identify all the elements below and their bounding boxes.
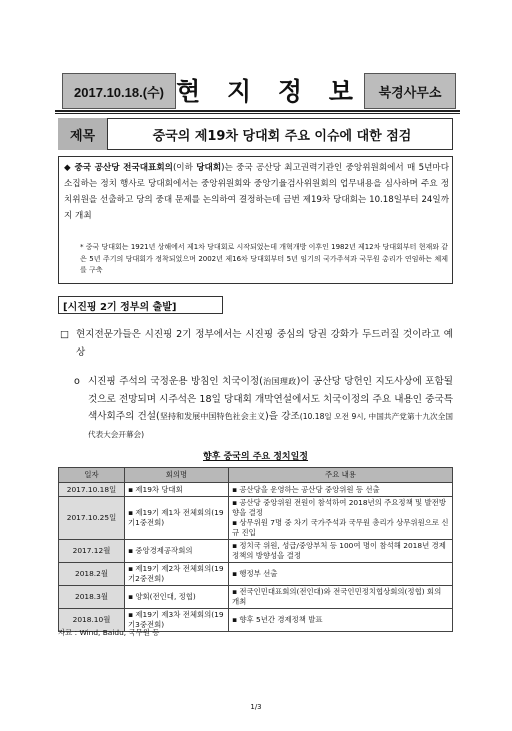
- subject-label: 제목: [58, 118, 108, 150]
- row-date: 2017.10.18일: [59, 483, 125, 497]
- row-content: ▪ 향후 5년간 경제정책 발표: [229, 609, 453, 632]
- header-rule: [55, 110, 460, 112]
- row-meeting: ▪ 양회(전인대, 정협): [125, 586, 229, 609]
- row-date: 2018.2월: [59, 563, 125, 586]
- section-heading: [시진핑 2기 정부의 출발]: [58, 296, 223, 314]
- intro-text-1: (이하: [172, 163, 197, 173]
- p2-citation: (10.18일 오전 9시, 中国共产党第十九次全国代表大会开幕会): [88, 412, 453, 439]
- report-date: 2017.10.18.(수): [62, 73, 176, 109]
- intro-text-2: )는 중국 공산당 최고권력기관인 중앙위원회에서 매 5년마다 소집하는 정치 행사로 당대회에서는 중앙위원회와 중앙기율검사위원회의 업무내용을 심사하며 주요 정치위원을 선출하고 당의 중대 문제를 논의하여 결정하는데 금번 제19차 당대회는 10.18일부터 24일까지 개최: [64, 163, 450, 221]
- intro-note: * 중국 당대회는 1921년 상해에서 제1차 당대회로 시작되었는데 개혁개방 이후인 1982년 제12차 당대회부터 현재와 같은 5년 주기의 당대회가 정착되었으며 2002년 제16차 당대회부터 5년 임기의 국가주석과 국무원 총리가 연임하는 체제를 구축: [80, 243, 448, 274]
- paragraph-2-text: [88, 373, 453, 443]
- header-rule-thin: [55, 113, 460, 114]
- row-content: ▪ 전국인민대표회의(전인대)와 전국인민정치협상회의(정협) 회의 개최: [229, 586, 453, 609]
- row-content: ▪ 공산당을 운영하는 공산당 중앙위원 등 선출: [229, 483, 453, 497]
- p2-part-e: )을 강조: [265, 411, 300, 422]
- row-meeting: ▪ 중앙경제공작회의: [125, 540, 229, 563]
- schedule-title: 향후 중국의 주요 정치일정: [202, 452, 309, 462]
- paragraph-2: [74, 373, 453, 443]
- row-content: ▪ 행정부 선출: [229, 563, 453, 586]
- schedule-table: [58, 467, 453, 632]
- row-content: ▪ 정치국 위원, 성급/중앙부처 등 100여 명이 참석해 2018년 경제정책의 방향성을 결정: [229, 540, 453, 563]
- row-date: 2017.12월: [59, 540, 125, 563]
- row-date: 2017.10.25일: [59, 497, 125, 540]
- diamond-bullet: ◆: [64, 163, 72, 173]
- row-meeting: ▪ 제19기 제2차 전체회의(19기2중전회): [125, 563, 229, 586]
- report-title: 현 지 정 보: [176, 77, 362, 106]
- table-row: [59, 586, 453, 609]
- intro-bold-term: 중국 공산당 전국대표회의: [74, 163, 173, 173]
- p2-chinese-phrase: 坚持和发展中国特色社会主义: [159, 412, 266, 421]
- row-date: 2018.3월: [59, 586, 125, 609]
- intro-bold-abbrev: 당대회: [196, 163, 222, 173]
- row-meeting: ▪ 제19차 당대회: [125, 483, 229, 497]
- paragraph-1: [60, 326, 453, 361]
- row-date: 2018.10월: [59, 609, 125, 632]
- p2-part-a: 시진핑 주석의 국정운용 방침인 치국이정(: [88, 376, 263, 387]
- paragraph-1-text: 현지전문가들은 시진핑 2기 정부에서는 시진핑 중심의 당권 강화가 두드러질 것이라고 예상: [76, 329, 453, 358]
- p2-part-c: )이 공산당 당헌인 지도사상에 포함될 것으로 전망되며 시주석은 18일 당대회 개막연설에서도 치국이정의 주요 내용인 중국특색사회주의 건설(: [88, 376, 453, 422]
- row-meeting: ▪ 제19기 제1차 전체회의(19기1중전회): [125, 497, 229, 540]
- intro-paragraph: [64, 160, 449, 224]
- row-content: ▪ 공산당 중앙위원 전원이 참석하여 2018년의 주요정책 및 발전방향을 결정 ▪ 상무위원 7명 중 차기 국가주석과 국무원 총리가 상무위원으로 신규 진입: [229, 497, 453, 540]
- header-meeting: 회의명: [125, 468, 229, 483]
- table-row: [59, 483, 453, 497]
- p2-chinese-term: 治国理政: [262, 377, 297, 386]
- header-date: 일자: [59, 468, 125, 483]
- square-bullet: □: [60, 329, 70, 340]
- office-name: 북경사무소: [364, 73, 456, 109]
- header-content: 주요 내용: [229, 468, 453, 483]
- source-note: 자료 : Wind, Baidu, 국무원 등: [58, 628, 160, 637]
- table-row: [59, 563, 453, 586]
- row-meeting: ▪ 제19기 제3차 전체회의(19기3중전회): [125, 609, 229, 632]
- subject-text: 중국의 제19차 당대회 주요 이슈에 대한 점검: [152, 128, 412, 144]
- circle-bullet: o: [74, 376, 80, 387]
- table-header-row: [59, 468, 453, 483]
- table-row: [59, 540, 453, 563]
- table-row: [59, 497, 453, 540]
- page-number: 1/3: [250, 703, 262, 711]
